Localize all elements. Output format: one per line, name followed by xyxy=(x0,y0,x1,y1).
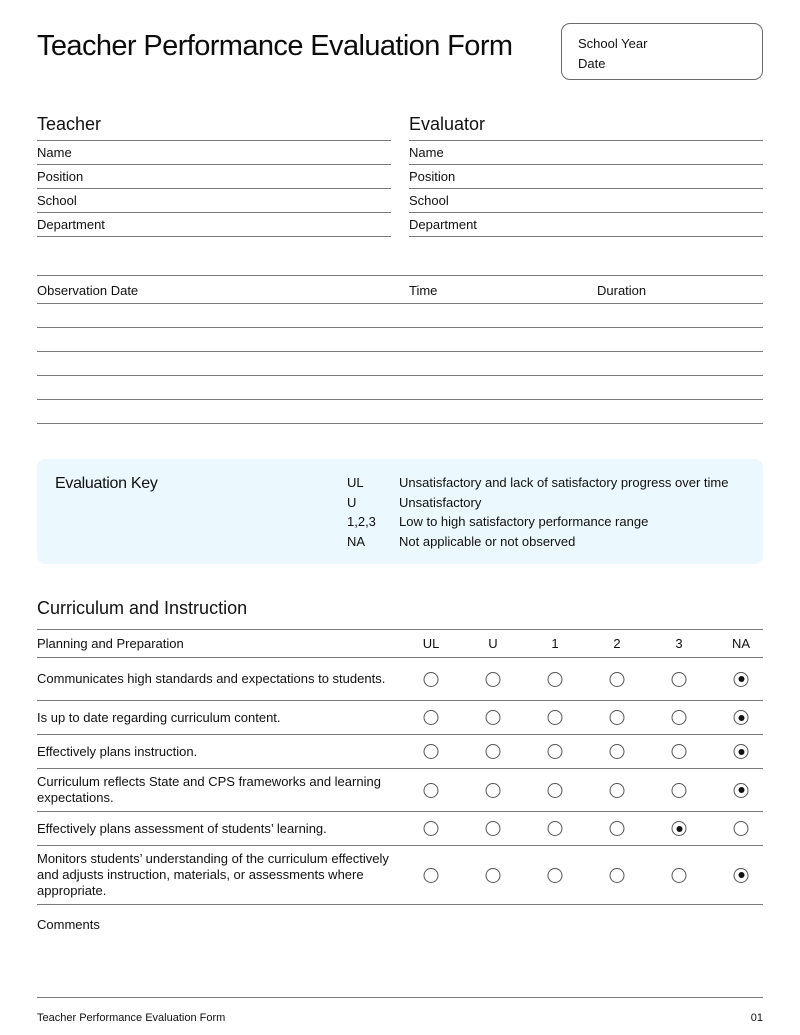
evaluator-department-field[interactable]: Department xyxy=(409,213,763,237)
form-title: Teacher Performance Evaluation Form xyxy=(37,30,513,62)
comments-label: Comments xyxy=(37,917,100,932)
rating-column-header: 1 xyxy=(551,635,559,651)
rating-radio-u[interactable] xyxy=(486,672,501,687)
curriculum-section-title: Curriculum and Instruction xyxy=(37,598,248,618)
rating-radio-2[interactable] xyxy=(610,783,625,798)
rating-column-header: 2 xyxy=(613,635,621,651)
school-year-field[interactable]: School Year xyxy=(578,36,648,51)
observation-entry-line[interactable] xyxy=(37,400,763,424)
rating-radio-u[interactable] xyxy=(486,744,501,759)
page-number: 01 xyxy=(750,1012,763,1024)
rating-radio-2[interactable] xyxy=(610,821,625,836)
key-description: Unsatisfactory and lack of satisfactory progress over time xyxy=(399,475,729,490)
rating-radio-ul[interactable] xyxy=(424,710,439,725)
rating-radio-na[interactable] xyxy=(734,783,749,798)
criterion-text: Monitors students’ understanding of the curriculum effectively and adjusts instruction, materials, or assessments where appropriate. xyxy=(37,851,389,898)
evaluator-heading: Evaluator xyxy=(409,113,763,141)
evaluation-key-item xyxy=(347,512,747,532)
rating-table-row xyxy=(37,812,763,846)
duration-label: Duration xyxy=(597,283,647,298)
rating-radio-ul[interactable] xyxy=(424,821,439,836)
rating-radio-3[interactable] xyxy=(672,672,687,687)
evaluation-key-item xyxy=(347,532,747,552)
rating-radio-1[interactable] xyxy=(548,868,563,883)
criterion-text: Effectively plans assessment of students’ learning. xyxy=(37,820,327,836)
observation-date-label: Observation Date xyxy=(37,283,139,298)
key-code: 1,2,3 xyxy=(347,514,376,530)
key-code: NA xyxy=(347,533,366,549)
evaluator-section xyxy=(409,113,763,237)
observation-section xyxy=(37,275,763,424)
footer-divider xyxy=(37,997,763,998)
key-description: Not applicable or not observed xyxy=(399,533,576,549)
rating-radio-na[interactable] xyxy=(734,710,749,725)
rating-radio-2[interactable] xyxy=(610,672,625,687)
rating-table-row xyxy=(37,769,763,812)
teacher-section xyxy=(37,113,391,237)
rating-table-header xyxy=(37,629,763,658)
rating-table-row xyxy=(37,735,763,769)
key-code: U xyxy=(347,494,357,510)
teacher-school-field[interactable]: School xyxy=(37,189,391,213)
rating-radio-1[interactable] xyxy=(548,783,563,798)
rating-radio-u[interactable] xyxy=(486,783,501,798)
rating-table-row xyxy=(37,658,763,701)
rating-radio-ul[interactable] xyxy=(424,868,439,883)
rating-radio-2[interactable] xyxy=(610,744,625,759)
criterion-text: Curriculum reflects State and CPS frameworks and learning expectations. xyxy=(37,774,381,805)
rating-radio-3[interactable] xyxy=(672,783,687,798)
date-field[interactable]: Date xyxy=(578,55,606,71)
rating-radio-1[interactable] xyxy=(548,672,563,687)
rating-column-header: NA xyxy=(731,635,751,651)
footer-title: Teacher Performance Evaluation Form xyxy=(37,1012,226,1024)
rating-radio-ul[interactable] xyxy=(424,672,439,687)
evaluation-key-list xyxy=(347,473,747,551)
rating-radio-1[interactable] xyxy=(548,710,563,725)
evaluator-position-field[interactable]: Position xyxy=(409,165,763,189)
rating-radio-3[interactable] xyxy=(672,710,687,725)
school-year-date-box[interactable] xyxy=(561,23,763,80)
rating-radio-na[interactable] xyxy=(734,744,749,759)
rating-radio-u[interactable] xyxy=(486,710,501,725)
observation-entry-line[interactable] xyxy=(37,376,763,400)
key-description: Unsatisfactory xyxy=(399,494,482,510)
rating-table-row xyxy=(37,701,763,735)
rating-radio-na[interactable] xyxy=(734,821,749,836)
rating-radio-na[interactable] xyxy=(734,672,749,687)
rating-radio-2[interactable] xyxy=(610,710,625,725)
evaluation-key-item xyxy=(347,473,747,493)
rating-column-header: 3 xyxy=(675,635,683,651)
observation-header xyxy=(37,275,763,304)
evaluation-key-box xyxy=(37,459,763,564)
rating-column-header: UL xyxy=(422,635,440,651)
criterion-text: Effectively plans instruction. xyxy=(37,743,198,759)
planning-rating-table xyxy=(37,629,763,905)
teacher-department-field[interactable]: Department xyxy=(37,213,391,237)
rating-table-row xyxy=(37,846,763,905)
rating-radio-u[interactable] xyxy=(486,821,501,836)
rating-radio-ul[interactable] xyxy=(424,744,439,759)
rating-radio-ul[interactable] xyxy=(424,783,439,798)
teacher-position-field[interactable]: Position xyxy=(37,165,391,189)
evaluation-form-page xyxy=(37,0,763,1035)
observation-entry-line[interactable] xyxy=(37,304,763,328)
rating-radio-1[interactable] xyxy=(548,744,563,759)
observation-entry-line[interactable] xyxy=(37,352,763,376)
key-code: UL xyxy=(347,475,364,490)
observation-entry-line[interactable] xyxy=(37,328,763,352)
teacher-heading: Teacher xyxy=(37,113,391,141)
rating-radio-u[interactable] xyxy=(486,868,501,883)
planning-group-title: Planning and Preparation xyxy=(37,635,184,651)
criterion-text: Is up to date regarding curriculum content. xyxy=(37,709,281,725)
evaluation-key-title: Evaluation Key xyxy=(55,475,158,492)
key-description: Low to high satisfactory performance range xyxy=(399,514,649,530)
teacher-name-field[interactable]: Name xyxy=(37,141,391,165)
rating-radio-3[interactable] xyxy=(672,744,687,759)
rating-radio-3[interactable] xyxy=(672,868,687,883)
rating-radio-2[interactable] xyxy=(610,868,625,883)
evaluation-key-item xyxy=(347,493,747,513)
criterion-text: Communicates high standards and expectations to students. xyxy=(37,671,386,686)
rating-column-header: U xyxy=(488,635,498,651)
evaluator-school-field[interactable]: School xyxy=(409,189,763,213)
rating-radio-1[interactable] xyxy=(548,821,563,836)
time-label: Time xyxy=(409,283,438,298)
rating-radio-3[interactable] xyxy=(672,821,687,836)
evaluator-name-field[interactable]: Name xyxy=(409,141,763,165)
rating-radio-na[interactable] xyxy=(734,868,749,883)
